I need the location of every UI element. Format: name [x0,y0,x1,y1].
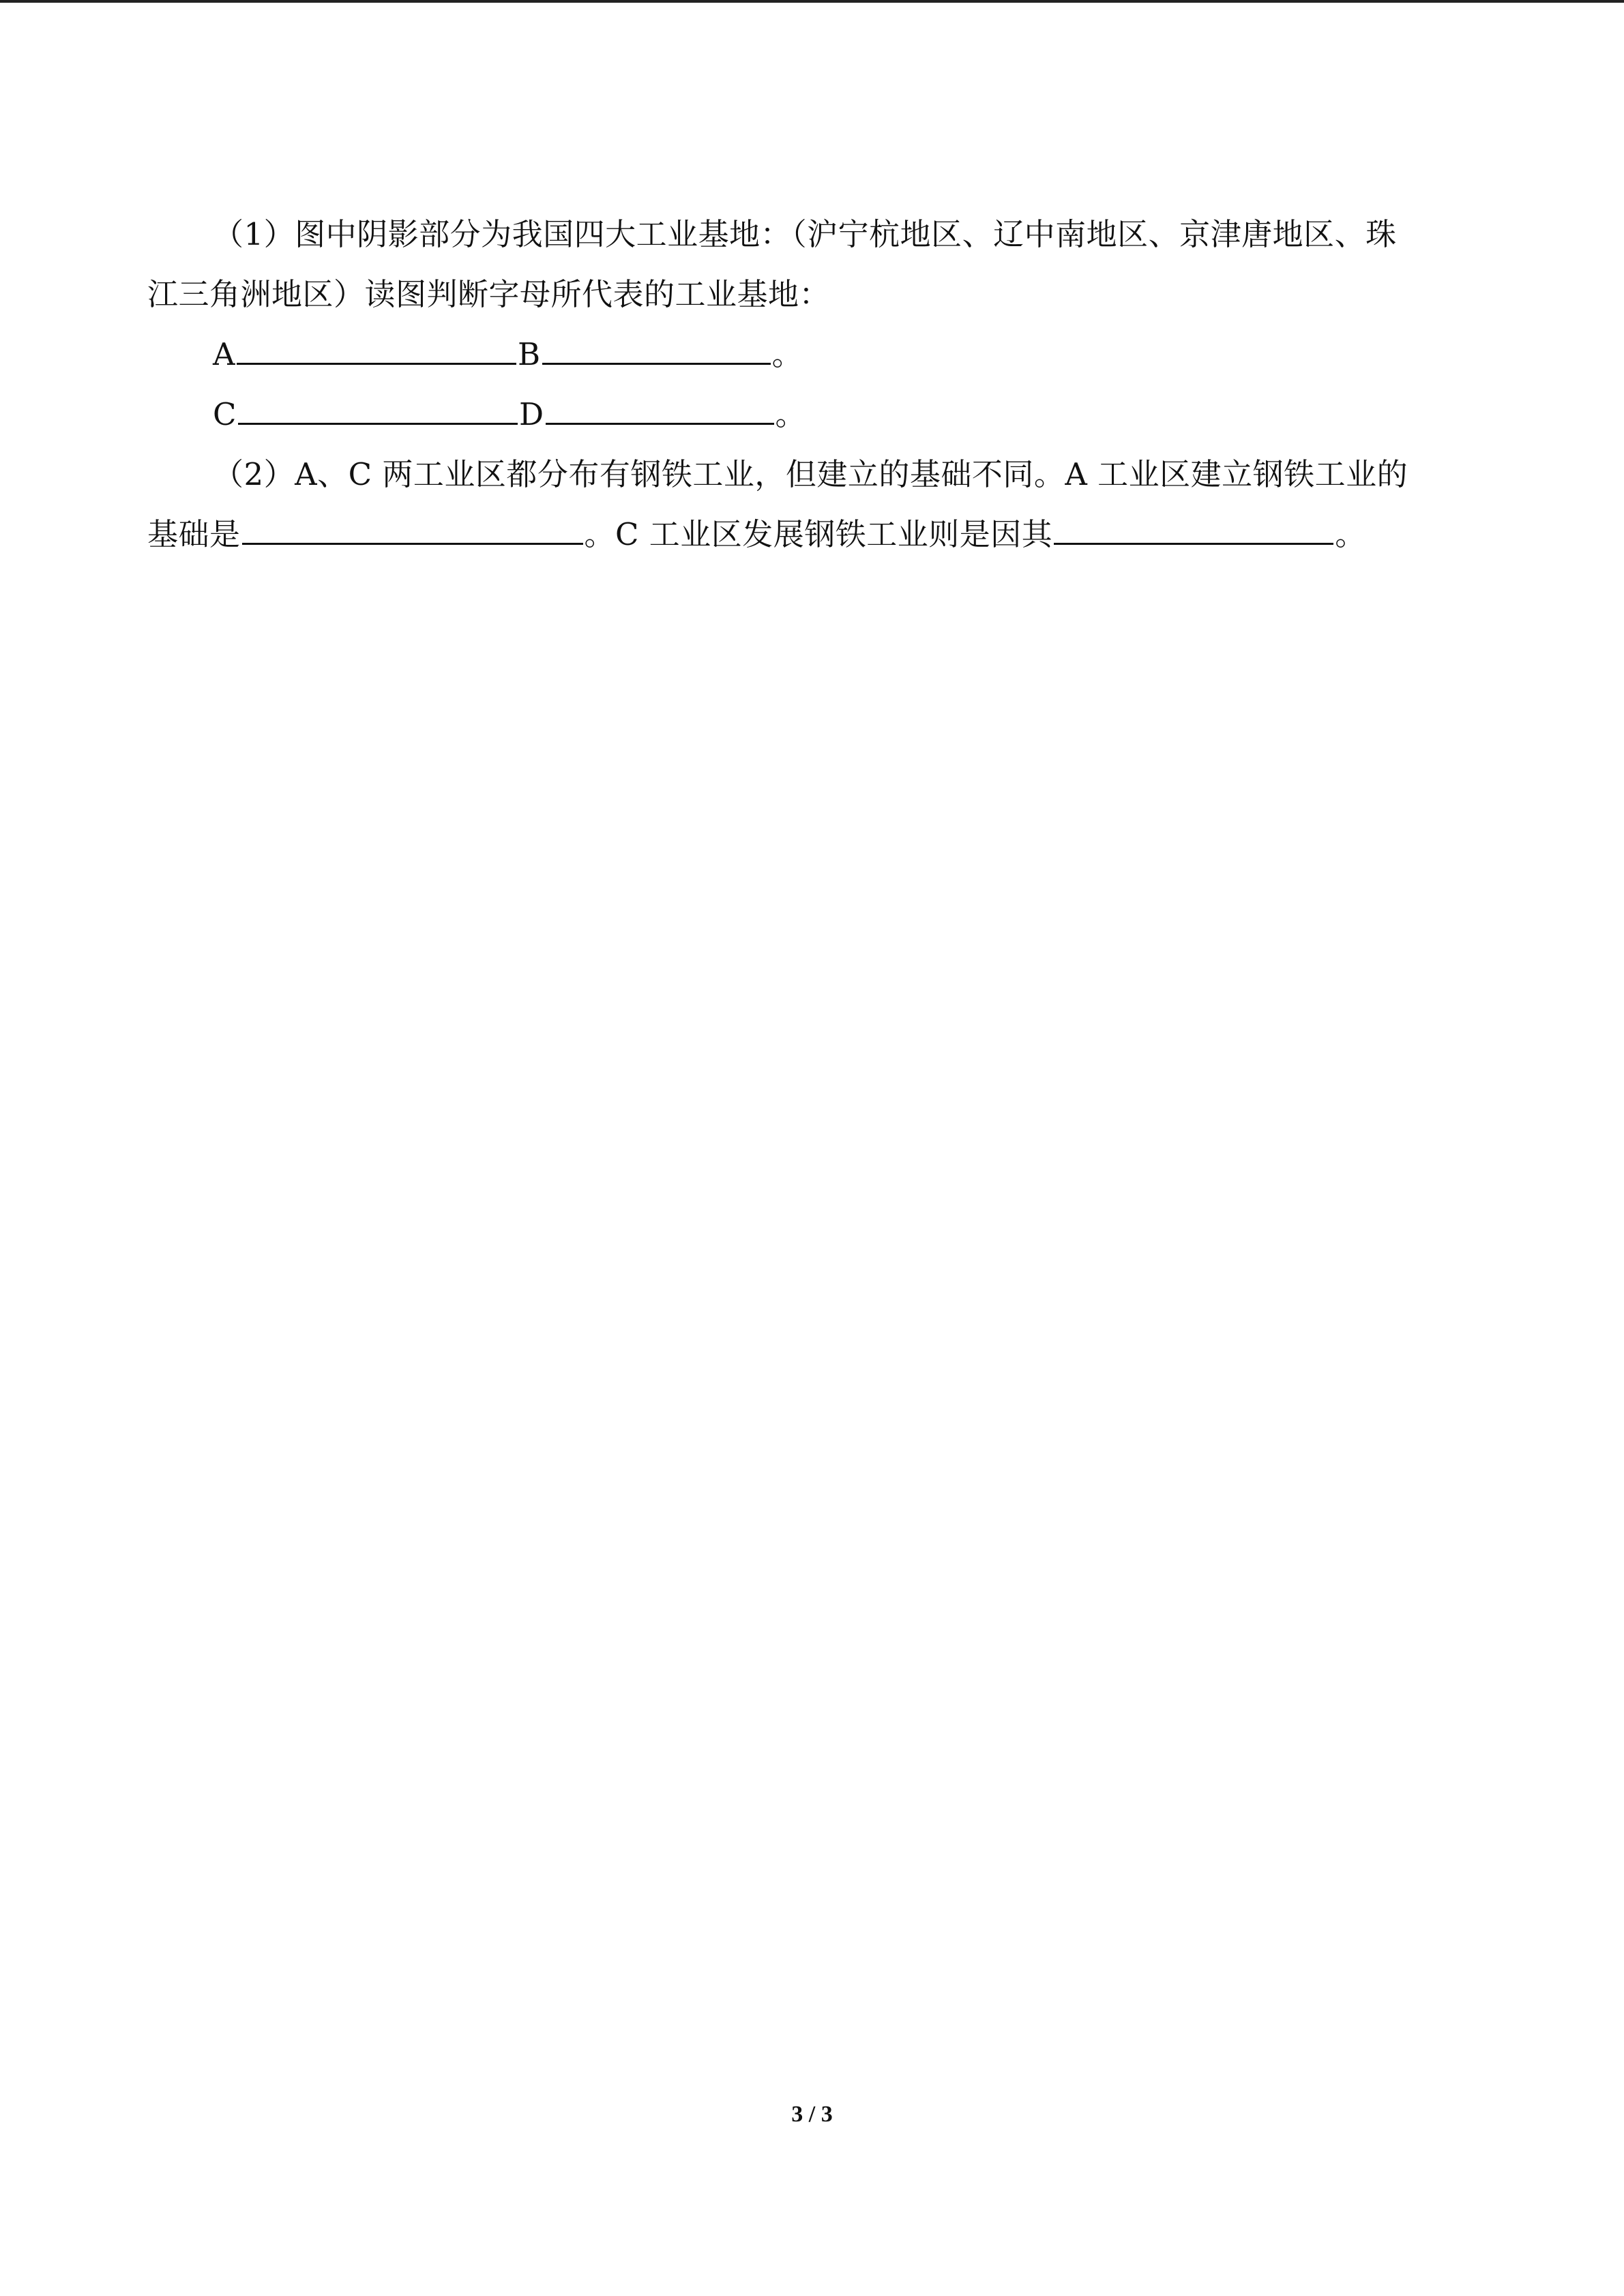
blank-a[interactable] [237,326,516,365]
page-number: 3 / 3 [791,2102,833,2127]
part2-middle: 。C 工业区发展钢铁工业则是因其 [584,516,1053,552]
page-top-border [0,0,1624,3]
part1-intro-line1: （1）图中阴影部分为我国四大工业基地：（沪宁杭地区、辽中南地区、京津唐地区、珠 [213,216,1397,252]
answer-line-cd [147,385,1484,445]
blank-a-basis[interactable] [242,506,583,545]
part2-prefix: 基础是 [147,516,241,552]
blank-d[interactable] [546,386,774,425]
label-b: B [518,336,541,372]
blank-c-reason[interactable] [1054,506,1333,545]
question-body [147,205,1484,565]
label-d: D [518,396,544,432]
part1-intro [147,205,1484,325]
blank-b[interactable] [542,326,771,365]
label-c: C [213,396,237,432]
part2-end: 。 [1335,516,1366,552]
answer-line-ab [147,325,1484,385]
end-punct-cd: 。 [775,396,807,432]
end-punct-ab: 。 [771,336,803,372]
blank-c[interactable] [238,386,518,425]
part2-line2 [82,505,1366,565]
part2-line1: （2）A、C 两工业区都分布有钢铁工业，但建立的基础不同。A 工业区建立钢铁工业的 [213,456,1408,492]
part1-intro-line2: 江三角洲地区）读图判断字母所代表的工业基地： [147,276,831,312]
part2-question [147,445,1484,565]
label-a: A [213,336,235,372]
